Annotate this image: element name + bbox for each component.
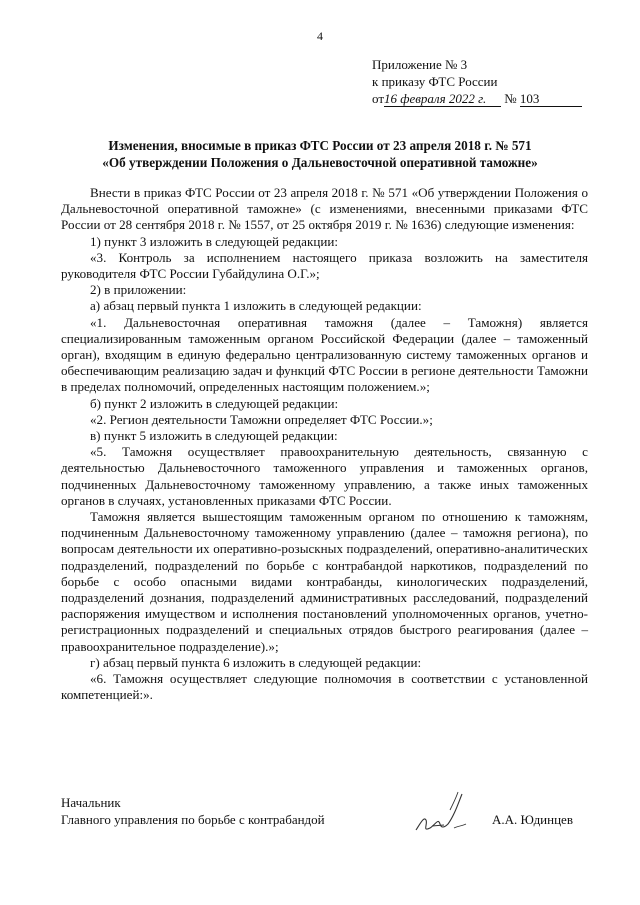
appendix-date-line bbox=[372, 90, 582, 107]
paragraph-item-g: г) абзац первый пункта 6 изложить в следующей редакции: bbox=[90, 654, 422, 670]
position-line1: Начальник bbox=[61, 795, 121, 810]
appendix-line2: к приказу ФТС России bbox=[372, 74, 498, 89]
paragraph-item-a-text: «1. Дальневосточная оперативная таможня (далее – Таможня) является специализированным таможенным органом Российской Федерации (далее – таможенный орган), входящим в единую федерально централизованную систему таможенных органов и обеспечивающим реализацию задач и функций ФТС России в регионе деятельности Таможни в пределах полномочий, определенных настоящим положением.»; bbox=[61, 314, 588, 395]
date-prefix: от bbox=[372, 91, 385, 106]
paragraph-item-2: 2) в приложении: bbox=[90, 282, 187, 298]
paragraph-item-v-text-2: Таможня является вышестоящим таможенным органом по отношению к таможням, подчиненным Дальневосточному таможенному управлению (далее – таможня региона), по вопросам деятельности их оперативно-розыскных подразделений, оперативно-аналитических подразделений, подразделений по борьбе с контрабандой наркотиков, подразделений по борьбе с особо опасными видами контрабанды, кинологических подразделений, подразделений дознания, подразделений административных расследований, подразделений распоряжения имуществом и исполнения постановлений уполномоченных органов, учетно-регистрационных подразделений и специальных отрядов быстрого реагирования (далее – правоохранительное подразделение).»; bbox=[61, 509, 588, 654]
paragraph-item-a: а) абзац первый пункта 1 изложить в следующей редакции: bbox=[90, 298, 422, 314]
document-body bbox=[61, 185, 588, 704]
paragraph-item-1-text: «3. Контроль за исполнением настоящего приказа возложить на заместителя руководителя ФТС России Губайдулина О.Г.»; bbox=[61, 249, 588, 282]
handwritten-signature bbox=[410, 788, 470, 836]
title-line1: Изменения, вносимые в приказ ФТС России от 23 апреля 2018 г. № 571 bbox=[108, 138, 532, 153]
appendix-block bbox=[372, 56, 582, 107]
page-number: 4 bbox=[317, 29, 323, 43]
signatory-position bbox=[61, 794, 325, 828]
paragraph-item-v-text-1: «5. Таможня осуществляет правоохранительную деятельность, связанную с деятельностью Дальневосточного таможенного управления и таможенных органов, подчиненных Дальневосточному таможенному управлению, а также иных таможенных органов в случаях, установленных приказами ФТС России. bbox=[61, 444, 588, 508]
position-line2: Главного управления по борьбе с контрабандой bbox=[61, 812, 325, 827]
signatory-name: А.А. Юдинцев bbox=[492, 812, 573, 827]
order-number: 103 bbox=[520, 91, 582, 107]
paragraph-item-v: в) пункт 5 изложить в следующей редакции: bbox=[90, 428, 338, 444]
number-prefix: № bbox=[504, 91, 517, 106]
appendix-line1: Приложение № 3 bbox=[372, 57, 468, 72]
paragraph-item-g-text: «6. Таможня осуществляет следующие полномочия в соответствии с установленной компетенцией:». bbox=[61, 671, 588, 703]
paragraph-item-b-text: «2. Регион деятельности Таможни определяет ФТС России.»; bbox=[90, 411, 433, 427]
order-date: 16 февраля 2022 г. bbox=[384, 91, 501, 107]
document-title bbox=[60, 137, 580, 171]
paragraph-intro: Внести в приказ ФТС России от 23 апреля 2018 г. № 571 «Об утверждении Положения о Дальневосточной оперативной таможне» (с изменениями, внесенными приказами ФТС России от 28 сентября 2018 г. № 1557, от 25 октября 2019 г. № 1636) следующие изменения: bbox=[61, 185, 588, 233]
paragraph-item-b: б) пункт 2 изложить в следующей редакции: bbox=[90, 395, 339, 411]
paragraph-item-1: 1) пункт 3 изложить в следующей редакции: bbox=[90, 233, 338, 249]
title-line2: «Об утверждении Положения о Дальневосточной оперативной таможне» bbox=[102, 155, 538, 170]
